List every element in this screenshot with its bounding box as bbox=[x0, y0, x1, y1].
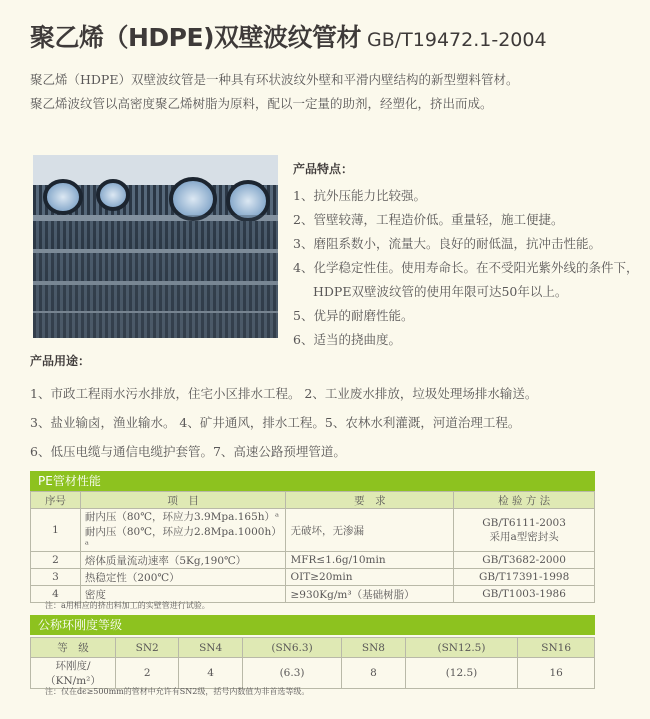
row-number: 2 bbox=[31, 552, 81, 569]
row-number: 3 bbox=[31, 569, 81, 586]
table-row bbox=[31, 569, 595, 586]
row-item bbox=[80, 509, 286, 552]
uses-list bbox=[30, 379, 640, 466]
row-item: 热稳定性（200℃） bbox=[80, 569, 286, 586]
row-method: GB/T17391-1998 bbox=[454, 569, 595, 586]
grade-cell: (SN12.5) bbox=[405, 638, 518, 658]
grade-cell: (SN6.3) bbox=[242, 638, 341, 658]
standard-code: GB/T19472.1-2004 bbox=[367, 29, 547, 51]
stiffness-row bbox=[31, 658, 595, 689]
features-heading: 产品特点： bbox=[293, 162, 354, 176]
row-item: 密度 bbox=[80, 586, 286, 603]
page-title bbox=[30, 18, 640, 58]
ring-stiffness-table bbox=[30, 637, 595, 689]
row-method bbox=[454, 509, 595, 552]
pe-properties-header: PE管材性能 bbox=[30, 471, 595, 491]
row-method: GB/T1003-1986 bbox=[454, 586, 595, 603]
intro-text bbox=[30, 68, 630, 116]
feature-item: 2、管壁较薄，工程造价低。重量轻，施工便捷。 bbox=[293, 212, 564, 227]
use-item: 3、盐业输卤，渔业输水。 4、矿井通风，排水工程。5、农林水利灌溉，河道治理工程。 bbox=[30, 415, 521, 430]
pipe-photo-illustration bbox=[33, 155, 278, 338]
stiffness-label: 环刚度/（KN/m²） bbox=[31, 658, 116, 689]
grade-cell: SN8 bbox=[342, 638, 405, 658]
row-method: GB/T3682-2000 bbox=[454, 552, 595, 569]
stiffness-cell: 2 bbox=[116, 658, 179, 689]
row-item: 熔体质量流动速率（5Kg,190℃） bbox=[80, 552, 286, 569]
intro-line: 聚乙烯（HDPE）双壁波纹管是一种具有环状波纹外壁和平滑内壁结构的新型塑料管材。 bbox=[30, 72, 519, 87]
feature-item: 3、磨阻系数小，流量大。良好的耐低温，抗冲击性能。 bbox=[293, 236, 601, 251]
column-header: 要 求 bbox=[286, 492, 454, 509]
pe-table-note: 注：a用相应的挤出料加工的实壁管进行试验。 bbox=[45, 601, 210, 610]
stiffness-cell: 4 bbox=[179, 658, 242, 689]
feature-item: 6、适当的挠曲度。 bbox=[293, 332, 401, 347]
feature-item: 4、化学稳定性佳。使用寿命长。在不受阳光紫外线的条件下， bbox=[293, 260, 639, 275]
row-requirement: MFR≤1.6g/10min bbox=[286, 552, 454, 569]
stiffness-cell: (6.3) bbox=[242, 658, 341, 689]
stiffness-cell: 8 bbox=[342, 658, 405, 689]
row-number: 1 bbox=[31, 509, 81, 552]
stiffness-cell: (12.5) bbox=[405, 658, 518, 689]
grade-label: 等 级 bbox=[31, 638, 116, 658]
pe-properties-table bbox=[30, 491, 595, 603]
column-header: 项 目 bbox=[80, 492, 286, 509]
table-row bbox=[31, 552, 595, 569]
uses-heading: 产品用途： bbox=[30, 354, 91, 368]
product-uses bbox=[30, 352, 640, 466]
grade-cell: SN2 bbox=[116, 638, 179, 658]
row-requirement: ≥930Kg/m³（基础树脂） bbox=[286, 586, 454, 603]
row-item-line: 耐内压（80℃，环应力3.9Mpa.165h）ᵃ bbox=[84, 511, 280, 523]
row-method-line: 采用a型密封头 bbox=[489, 530, 559, 543]
product-features bbox=[293, 160, 643, 352]
use-item: 6、低压电缆与通信电缆护套管。7、高速公路预埋管道。 bbox=[30, 444, 346, 459]
row-requirement: OIT≥20min bbox=[286, 569, 454, 586]
column-header: 检 验 方 法 bbox=[454, 492, 595, 509]
product-title: 聚乙烯（HDPE)双壁波纹管材 bbox=[30, 23, 362, 52]
feature-item: 5、优异的耐磨性能。 bbox=[293, 308, 414, 323]
row-number: 4 bbox=[31, 586, 81, 603]
grade-row bbox=[31, 638, 595, 658]
column-header: 序号 bbox=[31, 492, 81, 509]
table-row bbox=[31, 509, 595, 552]
pipe-photo bbox=[33, 155, 278, 338]
grade-cell: SN4 bbox=[179, 638, 242, 658]
ring-stiffness-header: 公称环刚度等级 bbox=[30, 615, 595, 635]
row-requirement: 无破坏，无渗漏 bbox=[286, 509, 454, 552]
use-item: 1、市政工程雨水污水排放，住宅小区排水工程。 2、工业废水排放，垃圾处理场排水输送。 bbox=[30, 386, 538, 401]
table-header-row bbox=[31, 492, 595, 509]
grade-cell: SN16 bbox=[518, 638, 595, 658]
row-method-line: GB/T6111-2003 bbox=[482, 516, 566, 529]
feature-item-continued: HDPE双壁波纹管的使用年限可达50年以上。 bbox=[313, 284, 568, 299]
features-list bbox=[293, 184, 643, 352]
stiffness-cell: 16 bbox=[518, 658, 595, 689]
ring-table-note: 注：仅在dє≥500mm的管材中允许有SN2级，括号内数值为非首选等级。 bbox=[45, 687, 310, 696]
intro-line: 聚乙烯波纹管以高密度聚乙烯树脂为原料，配以一定量的助剂，经塑化，挤出而成。 bbox=[30, 96, 493, 111]
row-item-line: 耐内压（80℃，环应力2.8Mpa.1000h）ᵃ bbox=[84, 526, 277, 551]
feature-item: 1、抗外压能力比较强。 bbox=[293, 188, 426, 203]
